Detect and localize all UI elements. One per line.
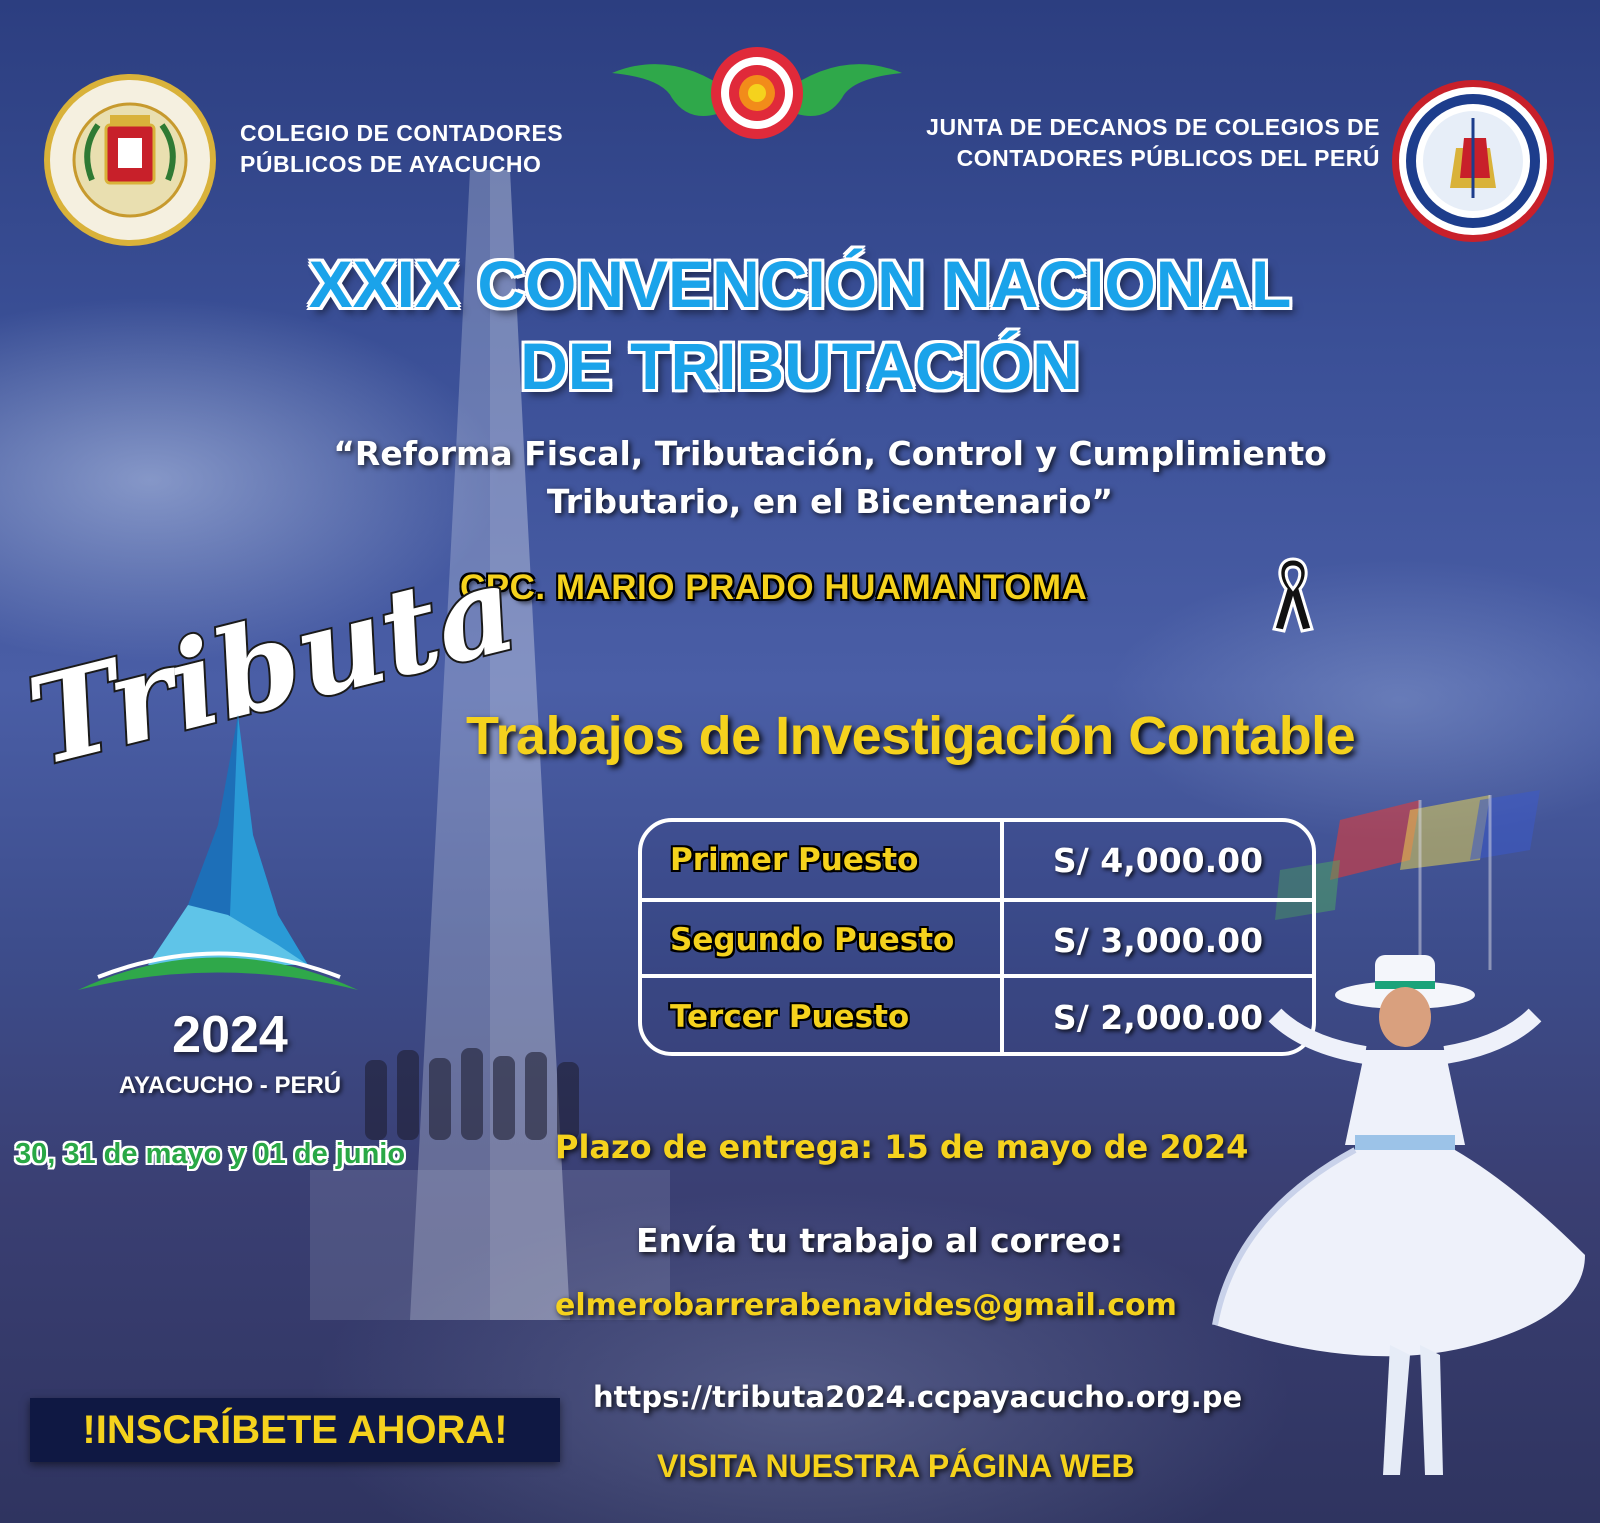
junta-decanos-logo [1390,78,1556,244]
statues-group [355,1030,595,1140]
prize-label: Primer Puesto [642,822,1004,898]
honoree-name: CPC. MARIO PRADO HUAMANTOMA [460,568,1088,607]
prize-label: Tercer Puesto [642,978,1004,1056]
visit-website-text: VISITA NUESTRA PÁGINA WEB [657,1448,1135,1484]
event-dates: 30, 31 de mayo y 01 de junio [15,1138,406,1170]
organizer-left-name [240,118,563,180]
prize-row [642,898,1312,978]
mourning-ribbon-icon [1268,555,1318,635]
colegio-ayacucho-logo [40,70,220,250]
organizer-left-line1: COLEGIO DE CONTADORES [240,120,564,146]
event-title-line1: XXIX CONVENCIÓN NACIONAL [308,247,1292,321]
flower-wings-emblem-icon [612,38,902,148]
event-title-line2: DE TRIBUTACIÓN [520,329,1080,403]
prize-row [642,822,1312,898]
prize-amount: S/ 3,000.00 [1052,920,1264,960]
prize-row [642,974,1312,1056]
event-theme-line2: Tributario, en el Bicentenario” [546,482,1114,521]
website-url[interactable]: https://tributa2024.ccpayacucho.org.pe [593,1380,1243,1414]
organizer-right-name [860,112,1380,174]
flags-decoration [1280,800,1600,970]
organizer-left-line2: PÚBLICOS DE AYACUCHO [240,151,542,177]
prize-amount: S/ 4,000.00 [1052,840,1264,880]
mountain-logo [78,715,358,1005]
event-theme-line1: “Reforma Fiscal, Tributación, Control y Cumplimiento [333,434,1327,473]
prize-label: Segundo Puesto [642,902,1004,978]
organizer-right-line1: JUNTA DE DECANOS DE COLEGIOS DE [926,114,1380,140]
contact-email[interactable]: elmerobarrerabenavides@gmail.com [555,1288,1177,1323]
section-title: Trabajos de Investigación Contable [466,706,1356,766]
tributa-script-text: Tributa [15,536,529,794]
event-year: 2024 [172,1006,288,1064]
organizer-right-line2: CONTADORES PÚBLICOS DEL PERÚ [956,145,1380,171]
event-theme [300,430,1360,526]
dancer-figure [1215,955,1600,1523]
prize-amount: S/ 2,000.00 [1052,997,1264,1037]
send-instructions: Envía tu trabajo al correo: [636,1221,1124,1260]
submission-deadline: Plazo de entrega: 15 de mayo de 2024 [555,1128,1249,1166]
event-place: AYACUCHO - PERÚ [118,1072,342,1099]
register-now-button[interactable]: !INSCRÍBETE AHORA! [30,1398,560,1462]
